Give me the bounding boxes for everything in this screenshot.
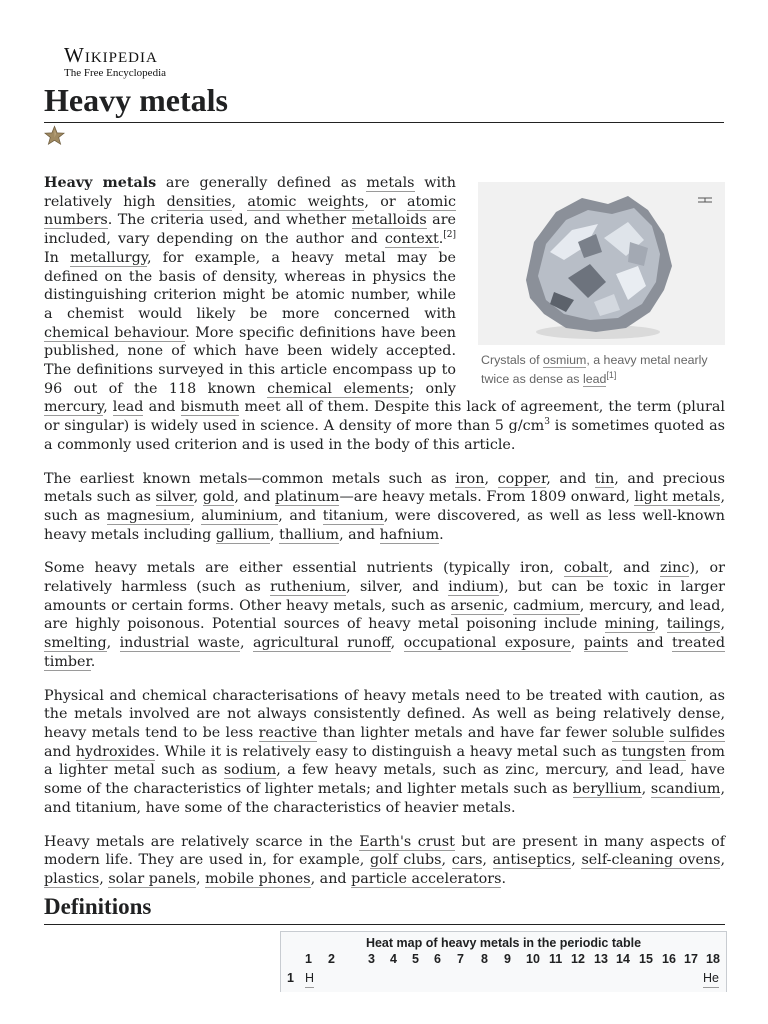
text: , <box>196 870 206 887</box>
link[interactable]: Earth's crust <box>359 833 455 850</box>
text: , <box>270 526 280 543</box>
element-hydrogen[interactable]: H <box>305 970 314 988</box>
text: ), but can be toxic in larger amounts or certain forms. Other heavy metals, such as <box>44 579 726 614</box>
link[interactable]: plastics <box>44 870 100 887</box>
bold-term: Heavy metals <box>44 175 157 191</box>
text: , <box>503 597 514 614</box>
link[interactable]: atomic weights <box>247 193 365 210</box>
link[interactable]: self-cleaning ovens <box>581 852 721 869</box>
text: Physical and chemical characterisations of heavy metals need to be treated with caution, as the metals involved are not always consistently defined. As well as being relatively dense, heavy metals tend to be less <box>44 687 725 741</box>
text: , <box>641 781 651 798</box>
text: . <box>501 870 506 887</box>
link[interactable]: hafnium <box>379 526 440 543</box>
text: , such as <box>44 489 725 524</box>
text: , and <box>339 526 380 543</box>
citation-ref[interactable]: [1] <box>606 369 617 380</box>
text: , <box>190 507 202 524</box>
text: , and <box>546 470 595 487</box>
group-number: 9 <box>504 952 511 966</box>
caption-text: , a heavy metal nearly twice as dense as <box>481 353 708 386</box>
group-number: 5 <box>412 952 419 966</box>
text: , were discovered, as well as less well-known heavy metals including <box>44 507 725 543</box>
link[interactable]: hydroxides <box>75 743 156 760</box>
text: . More specific definitions have been published, none of which have been widely accepted. The definitions surveyed in this article encompass up to 96 out of the 118 known <box>44 324 456 397</box>
logo-wordmark: Wikipedia <box>64 43 158 67</box>
text: , <box>106 635 120 652</box>
group-number: 8 <box>481 952 488 966</box>
caption-text: Crystals of <box>481 353 543 367</box>
link[interactable]: treated timber <box>44 635 725 670</box>
group-number: 17 <box>684 952 698 966</box>
link[interactable]: bismuth <box>180 399 240 416</box>
link[interactable]: copper <box>497 470 547 487</box>
text: , and precious metals such as <box>44 470 725 506</box>
group-number: 4 <box>390 952 397 966</box>
group-number: 18 <box>706 952 720 966</box>
group-number: 10 <box>526 952 540 966</box>
text: and <box>143 399 181 416</box>
group-number: 2 <box>328 952 335 966</box>
periodic-table-title: Heat map of heavy metals in the periodic table <box>365 936 642 950</box>
featured-star-icon[interactable] <box>44 125 65 146</box>
text: , <box>99 870 109 887</box>
text: , a few heavy metals, such as zinc, mercury, and lead, have some of the characteristics of lighter metals; and lighter metals such as <box>44 762 725 798</box>
text: , and titanium, have some of the characteristics of heavier metals. <box>44 781 726 816</box>
text: , <box>103 399 113 416</box>
link[interactable]: zinc <box>660 560 690 577</box>
group-number: 14 <box>616 952 630 966</box>
link[interactable]: metallurgy <box>70 249 147 266</box>
link[interactable]: lead <box>112 399 144 416</box>
link[interactable]: metalloids <box>351 212 427 229</box>
text: Heavy metals are relatively scarce in the <box>44 833 360 850</box>
text: is sometimes quoted as a commonly used criterion and is used in the body of this article. <box>44 418 725 453</box>
link[interactable]: magnesium <box>106 507 191 524</box>
link-osmium[interactable]: osmium <box>542 353 587 367</box>
wikipedia-logo[interactable] <box>64 44 204 79</box>
link[interactable]: tungsten <box>621 743 686 760</box>
citation-ref[interactable]: [2] <box>443 230 456 241</box>
text: , <box>720 616 726 633</box>
text: , <box>441 852 452 869</box>
text: . While it is relatively easy to distinguish a heavy metal such as <box>155 743 622 760</box>
link[interactable]: soluble <box>612 724 665 741</box>
link[interactable]: particle accelerators <box>351 870 502 887</box>
link[interactable]: solar panels <box>108 870 197 887</box>
link[interactable]: tin <box>594 470 615 487</box>
link[interactable]: mobile phones <box>205 870 311 887</box>
group-number: 7 <box>457 952 464 966</box>
group-number: 11 <box>549 952 563 966</box>
text: , and <box>278 507 323 524</box>
text: . The criteria used, and whether <box>107 212 352 229</box>
link[interactable]: mercury <box>44 399 104 416</box>
period-number: 1 <box>287 971 294 985</box>
period-row-1 <box>281 970 726 989</box>
osmium-crystals-image[interactable] <box>478 182 725 345</box>
text: with relatively high <box>44 175 457 210</box>
link[interactable]: silver <box>155 489 194 506</box>
text: , silver, and <box>346 579 449 596</box>
link[interactable]: chemical elements <box>267 380 410 397</box>
link[interactable]: sulfides <box>669 724 726 741</box>
link[interactable]: thallium <box>279 526 340 543</box>
group-number: 12 <box>571 952 585 966</box>
text: . <box>90 653 96 670</box>
text: In <box>44 249 71 266</box>
group-number: 16 <box>662 952 676 966</box>
text: , <box>390 635 404 652</box>
text: , <box>240 635 253 652</box>
section-heading-definitions: Definitions <box>44 892 725 925</box>
link[interactable]: gallium <box>215 526 270 543</box>
text: , mercury, and lead, are highly poisonous. Potential sources of heavy metal poisoning include <box>44 597 725 633</box>
link[interactable]: context <box>384 231 439 248</box>
page-title: Heavy metals <box>44 80 724 123</box>
group-number: 6 <box>434 952 441 966</box>
link[interactable]: scandium <box>650 781 721 798</box>
link[interactable]: cadmium <box>513 597 580 614</box>
link[interactable]: sodium <box>223 762 277 779</box>
link[interactable]: cars <box>451 852 483 869</box>
link[interactable]: antiseptics <box>492 852 572 869</box>
link[interactable]: densities <box>166 193 232 210</box>
text: Some heavy metals are either essential nutrients (typically iron, <box>44 560 564 577</box>
text: than lighter metals and have far fewer <box>317 724 613 741</box>
superscript: 3 <box>544 417 550 428</box>
paragraph-properties <box>44 687 725 818</box>
link[interactable]: metals <box>366 175 415 191</box>
link[interactable]: chemical behaviour <box>44 324 186 341</box>
group-number: 1 <box>305 952 312 966</box>
logo-tagline: The Free Encyclopedia <box>64 67 167 79</box>
text: meet all of them. Despite this lack of agreement, the term (plural or singular) is widely used in science. A density of more than 5 g/cm <box>44 399 725 435</box>
text: , and <box>234 489 275 506</box>
text: —are heavy metals. From 1809 onward, <box>339 489 635 506</box>
image-caption <box>478 345 725 389</box>
text: , or <box>364 193 407 210</box>
paragraph-toxicity <box>44 559 725 671</box>
link[interactable]: titanium <box>322 507 384 524</box>
infobox-image <box>478 182 725 389</box>
periodic-table-heatmap <box>280 931 727 992</box>
text: , and <box>310 870 352 887</box>
link[interactable]: arsenic <box>450 597 504 614</box>
group-number: 3 <box>368 952 375 966</box>
article-body <box>44 174 725 904</box>
paragraph-history <box>44 470 725 545</box>
link[interactable]: tailings <box>666 616 721 633</box>
text: , <box>571 852 582 869</box>
link[interactable]: mining <box>604 616 655 633</box>
link[interactable]: atomic numbers <box>44 193 456 229</box>
element-helium[interactable]: He <box>703 970 719 988</box>
text: , <box>484 470 498 487</box>
link[interactable]: ruthenium <box>270 579 347 596</box>
link[interactable]: paints <box>583 635 629 652</box>
text: , <box>482 852 493 869</box>
text: , <box>654 616 667 633</box>
text: , and <box>608 560 661 577</box>
link[interactable]: iron <box>455 470 485 487</box>
link[interactable]: indium <box>448 579 499 596</box>
link[interactable]: aluminium <box>201 507 279 524</box>
text: , <box>720 852 726 869</box>
text: , for example, a heavy metal may be defined on the basis of density, whereas in physics the distinguishing criterion might be atomic number, while a chemist would likely be more concerned with <box>44 249 456 322</box>
link[interactable]: industrial waste <box>119 635 240 652</box>
link[interactable]: platinum <box>274 489 340 506</box>
link[interactable]: reactive <box>258 724 318 741</box>
group-number: 13 <box>594 952 608 966</box>
link[interactable]: agricultural runoff <box>252 635 391 652</box>
link[interactable]: golf clubs <box>369 852 442 869</box>
link[interactable]: beryllium <box>572 781 642 798</box>
text: , <box>193 489 203 506</box>
text: are included, vary depending on the author and <box>44 212 456 248</box>
text: , <box>570 635 584 652</box>
text: ; only <box>409 380 457 397</box>
text: , <box>231 193 248 210</box>
link-lead[interactable]: lead <box>582 372 607 386</box>
link[interactable]: light metals <box>634 489 721 506</box>
text: from a lighter metal such as <box>44 743 725 779</box>
text: and <box>628 635 673 652</box>
group-number-row <box>281 951 726 970</box>
link[interactable]: occupational exposure <box>403 635 571 652</box>
text: ), or relatively harmless (such as <box>44 560 725 596</box>
link[interactable]: gold <box>202 489 235 506</box>
link[interactable]: cobalt <box>563 560 609 577</box>
text: but are present in many aspects of modern life. They are used in, for example, <box>44 833 725 869</box>
link[interactable]: smelting <box>44 635 107 652</box>
text: The earliest known metals—common metals such as <box>44 470 456 487</box>
text: . <box>438 231 444 248</box>
paragraph-uses <box>44 833 725 889</box>
text: and <box>44 743 76 760</box>
text: . <box>439 526 444 543</box>
group-number: 15 <box>639 952 653 966</box>
text: are generally defined as <box>156 175 367 191</box>
